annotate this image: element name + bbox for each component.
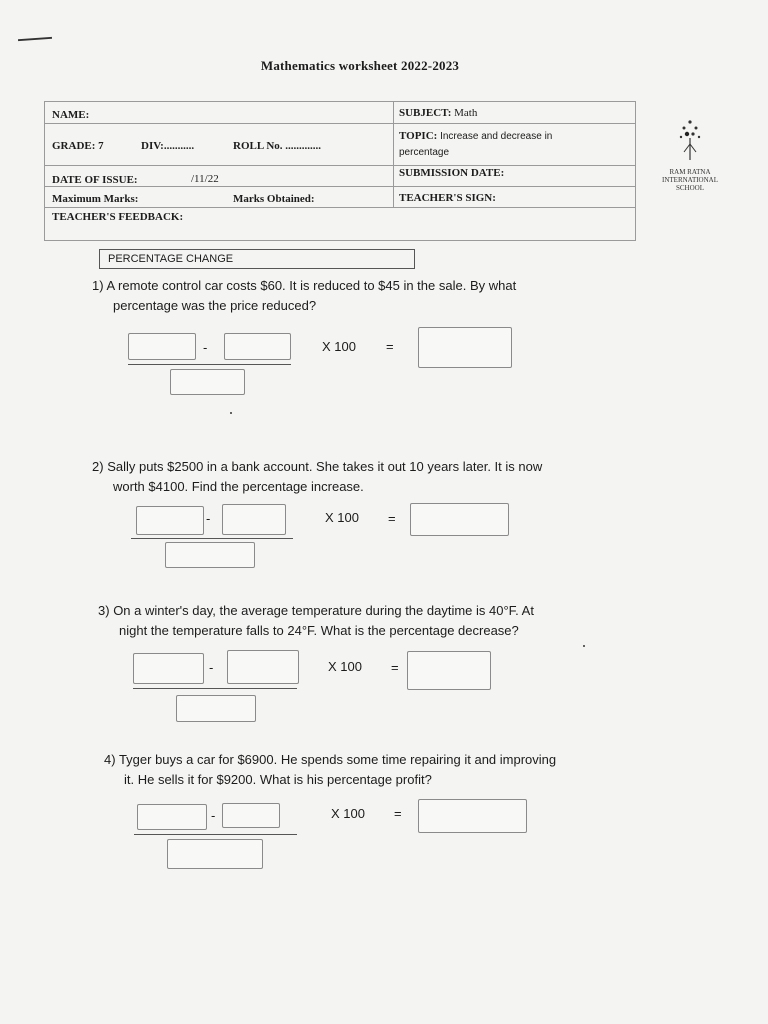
fraction-line bbox=[131, 538, 293, 539]
result-box[interactable] bbox=[407, 651, 491, 690]
answer-box[interactable] bbox=[222, 504, 286, 535]
question-number: 2) bbox=[92, 459, 104, 474]
times-100: X 100 bbox=[331, 806, 365, 821]
question-line: percentage was the price reduced? bbox=[113, 298, 317, 313]
grade-field bbox=[52, 140, 104, 152]
question-line: night the temperature falls to 24°F. What is the percentage decrease? bbox=[119, 623, 519, 638]
pen-mark bbox=[18, 37, 52, 41]
topic-value-line1: Increase and decrease in bbox=[440, 131, 553, 142]
roll-label: ROLL No. ............. bbox=[233, 140, 322, 152]
minus-sign: - bbox=[206, 511, 211, 526]
minus-sign: - bbox=[203, 340, 208, 355]
equals-sign: = bbox=[388, 511, 396, 526]
school-name: RAM RATNA INTERNATIONAL SCHOOL bbox=[662, 168, 718, 192]
tree-emblem-icon bbox=[676, 118, 704, 162]
answer-box[interactable] bbox=[136, 506, 204, 535]
fraction-line bbox=[134, 834, 297, 835]
worksheet-title: Mathematics worksheet 2022-2023 bbox=[260, 58, 460, 73]
times-100: X 100 bbox=[328, 659, 362, 674]
section-title: PERCENTAGE CHANGE bbox=[99, 249, 415, 269]
question-2-text bbox=[92, 457, 542, 497]
teacher-sign-label: TEACHER'S SIGN: bbox=[399, 192, 496, 204]
question-3-text bbox=[98, 601, 534, 641]
school-logo bbox=[650, 118, 730, 192]
div-label: DIV:........... bbox=[141, 140, 195, 152]
equals-sign: = bbox=[386, 339, 394, 354]
answer-box[interactable] bbox=[170, 369, 245, 395]
topic-label: TOPIC: bbox=[399, 130, 438, 142]
answer-box[interactable] bbox=[167, 839, 263, 869]
answer-box[interactable] bbox=[165, 542, 255, 568]
topic-field bbox=[399, 130, 552, 142]
question-line: it. He sells it for $9200. What is his percentage profit? bbox=[124, 772, 432, 787]
table-divider bbox=[45, 165, 635, 166]
minus-sign: - bbox=[211, 808, 216, 823]
ink-dot bbox=[230, 412, 232, 414]
question-line: Sally puts $2500 in a bank account. She takes it out 10 years later. It is now bbox=[107, 459, 543, 474]
name-label: NAME: bbox=[52, 109, 90, 121]
answer-box[interactable] bbox=[227, 650, 299, 684]
times-100: X 100 bbox=[322, 339, 356, 354]
times-100: X 100 bbox=[325, 510, 359, 525]
table-divider bbox=[45, 186, 635, 187]
answer-box[interactable] bbox=[222, 803, 280, 828]
question-line: worth $4100. Find the percentage increase. bbox=[113, 479, 364, 494]
subject-value: Math bbox=[454, 107, 478, 119]
question-number: 1) bbox=[92, 278, 104, 293]
ink-dot bbox=[583, 645, 585, 647]
grade-value: 7 bbox=[98, 140, 104, 152]
question-line: A remote control car costs $60. It is reduced to $45 in the sale. By what bbox=[106, 278, 517, 293]
answer-box[interactable] bbox=[224, 333, 291, 360]
question-1-text bbox=[92, 276, 516, 316]
table-divider bbox=[45, 123, 635, 124]
question-line: On a winter's day, the average temperature during the daytime is 40°F. At bbox=[113, 603, 534, 618]
teacher-feedback-label: TEACHER'S FEEDBACK: bbox=[52, 211, 184, 223]
answer-box[interactable] bbox=[133, 653, 204, 684]
submission-date-label: SUBMISSION DATE: bbox=[399, 167, 505, 179]
question-line: Tyger buys a car for $6900. He spends some time repairing it and improving bbox=[118, 752, 557, 767]
fraction-line bbox=[133, 688, 297, 689]
student-info-table bbox=[44, 101, 636, 241]
maximum-marks-label: Maximum Marks: bbox=[52, 193, 139, 205]
table-divider bbox=[45, 207, 635, 208]
question-4-text bbox=[104, 750, 556, 790]
date-of-issue-value: /11/22 bbox=[191, 173, 219, 185]
minus-sign: - bbox=[209, 660, 214, 675]
equals-sign: = bbox=[394, 806, 402, 821]
fraction-line bbox=[128, 364, 291, 365]
answer-box[interactable] bbox=[137, 804, 207, 830]
question-number: 3) bbox=[98, 603, 110, 618]
result-box[interactable] bbox=[410, 503, 509, 536]
table-divider bbox=[393, 102, 394, 207]
answer-box[interactable] bbox=[128, 333, 196, 360]
subject-field bbox=[399, 107, 477, 119]
subject-label: SUBJECT: bbox=[399, 107, 452, 119]
grade-label: GRADE: bbox=[52, 140, 96, 152]
result-box[interactable] bbox=[418, 799, 527, 833]
question-number: 4) bbox=[104, 752, 116, 767]
date-of-issue-label: DATE OF ISSUE: bbox=[52, 174, 138, 186]
marks-obtained-label: Marks Obtained: bbox=[233, 193, 315, 205]
topic-value-line2: percentage bbox=[399, 147, 450, 158]
answer-box[interactable] bbox=[176, 695, 256, 722]
equals-sign: = bbox=[391, 660, 399, 675]
result-box[interactable] bbox=[418, 327, 512, 368]
